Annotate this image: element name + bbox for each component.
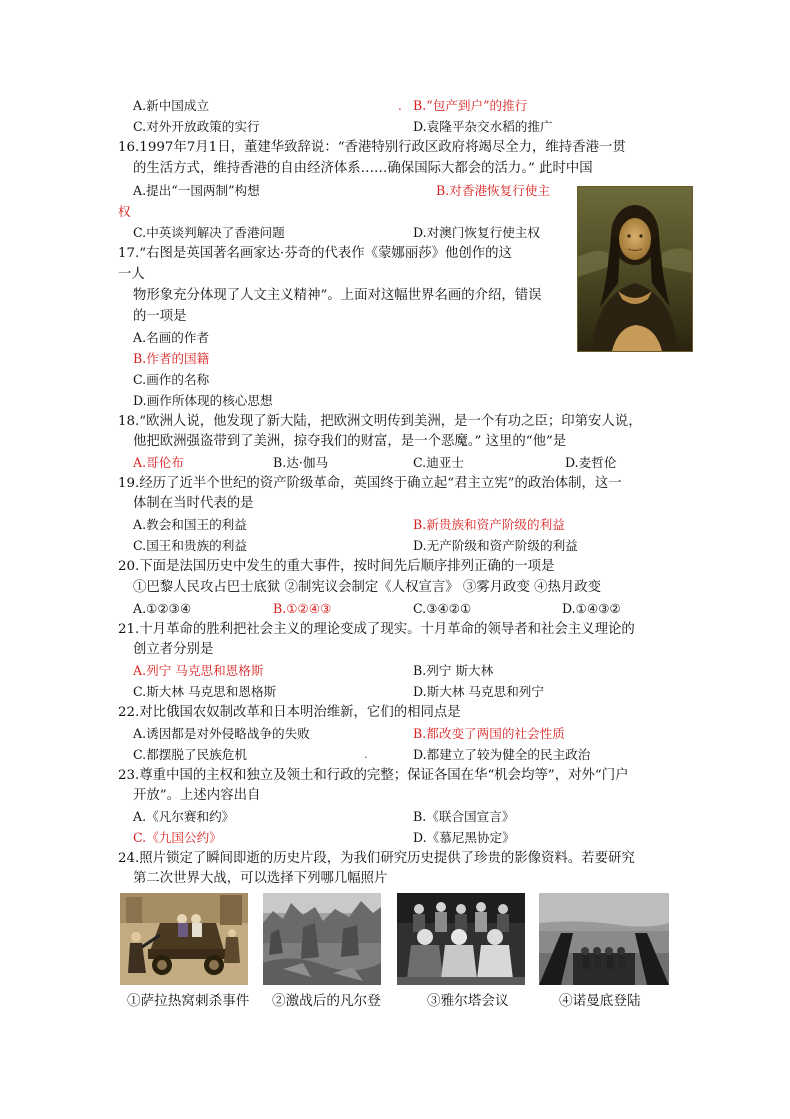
photo-caption-1: ①萨拉热窝刺杀事件 xyxy=(127,993,250,1009)
q15-option-d: D.袁隆平杂交水稻的推广 xyxy=(413,119,553,134)
q19-option-b: B.新贵族和资产阶级的利益 xyxy=(413,517,565,532)
sarajevo-assassination-photo xyxy=(120,893,248,985)
q18-option-b: B.达·伽马 xyxy=(273,455,329,470)
q23-option-d: D.《慕尼黑协定》 xyxy=(413,830,515,845)
q19-option-c: C.国王和贵族的利益 xyxy=(133,538,247,553)
q22-mark: . xyxy=(364,748,368,761)
q24-stem-line-2: 第二次世界大战，可以选择下列哪几幅照片 xyxy=(133,871,388,886)
q17-stem-line-4: 的一项是 xyxy=(133,309,187,324)
q15-option-c: C.对外开放政策的实行 xyxy=(133,119,260,134)
q23-stem-line-1: 23.尊重中国的主权和独立及领土和行政的完整；保证各国在华“机会均等”，对外“门户 xyxy=(118,768,629,783)
q19-option-d: D.无产阶级和资产阶级的利益 xyxy=(413,538,578,553)
q17-stem-line-2: 一人 xyxy=(118,267,145,282)
q17-option-a: A.名画的作者 xyxy=(133,330,210,345)
q17-stem-line-1: 17.“右图是英国著名画家达·芬奇的代表作《蒙娜丽莎》他创作的这 xyxy=(118,246,512,261)
q20-stem-line-1: 20.下面是法国历史中发生的重大事件，按时间先后顺序排列正确的一项是 xyxy=(118,559,555,574)
q17-option-d: D.画作所体现的核心思想 xyxy=(133,393,273,408)
q20-option-b: B.①②④③ xyxy=(273,601,332,616)
q21-stem-line-1: 21.十月革命的胜利把社会主义的理论变成了现实。十月革命的领导者和社会主义理论的 xyxy=(118,622,635,637)
q22-option-c: C.都摆脱了民族危机 xyxy=(133,747,247,762)
photo-caption-3: ③雅尔塔会议 xyxy=(427,993,509,1009)
q21-option-d: D.斯大林 马克思和列宁 xyxy=(413,684,544,699)
q21-option-c: C.斯大林 马克思和恩格斯 xyxy=(133,684,277,699)
q17-option-c: C.画作的名称 xyxy=(133,372,210,387)
q16-stem-line-2: 的生活方式，维持香港的自由经济体系……确保国际大都会的活力。” 此时中国 xyxy=(133,161,593,176)
verdun-ruins-photo xyxy=(263,893,381,985)
q18-option-c: C.迪亚士 xyxy=(413,455,464,470)
q22-stem-line-1: 22.对比俄国农奴制改革和日本明治维新，它们的相同点是 xyxy=(118,705,461,720)
q21-stem-line-2: 创立者分别是 xyxy=(133,642,214,657)
q18-stem-line-2: 他把欧洲强盗带到了美洲，掠夺我们的财富，是一个恶魔。” 这里的“他”是 xyxy=(133,434,567,449)
q20-stem-line-2: ①巴黎人民攻占巴士底狱 ②制宪议会制定《人权宣言》 ③雾月政变 ④热月政变 xyxy=(133,580,602,595)
q19-stem-line-2: 体制在当时代表的是 xyxy=(133,496,254,511)
q24-stem-line-1: 24.照片锁定了瞬间即逝的历史片段，为我们研究历史提供了珍贵的影像资料。若要研究 xyxy=(118,851,635,866)
q23-stem-line-2: 开放”。上述内容出自 xyxy=(133,788,261,803)
q22-option-b: B.都改变了两国的社会性质 xyxy=(413,726,565,741)
q18-option-d: D.麦哲伦 xyxy=(565,455,617,470)
normandy-landing-photo xyxy=(539,893,669,985)
q23-option-b: B.《联合国宣言》 xyxy=(413,809,515,824)
q16-option-a: A.提出“一国两制”构想 xyxy=(133,183,260,198)
q23-option-c: C.《九国公约》 xyxy=(133,830,222,845)
q17-stem-line-3: 物形象充分体现了人文主义精神”。上面对这幅世界名画的介绍，错误 xyxy=(133,288,542,303)
q17-option-b: B.作者的国籍 xyxy=(133,351,210,366)
photo-caption-2: ②激战后的凡尔登 xyxy=(272,993,381,1009)
q23-option-a: A.《凡尔赛和约》 xyxy=(133,809,235,824)
q20-option-d: D.①④③② xyxy=(562,601,621,616)
q22-option-a: A.诱因都是对外侵略战争的失败 xyxy=(133,726,310,741)
q21-option-b: B.列宁 斯大林 xyxy=(413,663,494,678)
q22-option-d: D.都建立了较为健全的民主政治 xyxy=(413,747,591,762)
q15-option-b: B.“包产到户”的推行 xyxy=(413,98,528,113)
photo-caption-4: ④诺曼底登陆 xyxy=(559,993,641,1009)
q18-stem-line-1: 18.“欧洲人说，他发现了新大陆，把欧洲文明传到美洲，是一个有功之臣；印第安人说， xyxy=(118,414,642,429)
q19-option-a: A.教会和国王的利益 xyxy=(133,517,247,532)
q16-stem-line-1: 16.1997年7月1日，董建华致辞说：“香港特别行政区政府将竭尽全力，维持香港一贯 xyxy=(118,140,626,155)
q16-option-d: D.对澳门恢复行使主权 xyxy=(413,225,540,240)
yalta-conference-photo xyxy=(397,893,525,985)
q15-mark: . xyxy=(398,99,402,113)
q20-option-a: A.①②③④ xyxy=(133,601,192,616)
q21-option-a: A.列宁 马克思和恩格斯 xyxy=(133,663,264,678)
mona-lisa-image xyxy=(577,186,693,352)
q15-option-a: A.新中国成立 xyxy=(133,98,210,113)
q19-stem-line-1: 19.经历了近半个世纪的资产阶级革命，英国终于确立起“君主立宪”的政治体制，这一 xyxy=(118,476,622,491)
q16-option-c: C.中英谈判解决了香港问题 xyxy=(133,225,285,240)
q16-option-b-wrap: 权 xyxy=(118,204,131,219)
q20-option-c: C.③④②① xyxy=(413,601,472,616)
q18-option-a: A.哥伦布 xyxy=(133,455,184,470)
q16-option-b: B.对香港恢复行使主 xyxy=(436,183,551,198)
